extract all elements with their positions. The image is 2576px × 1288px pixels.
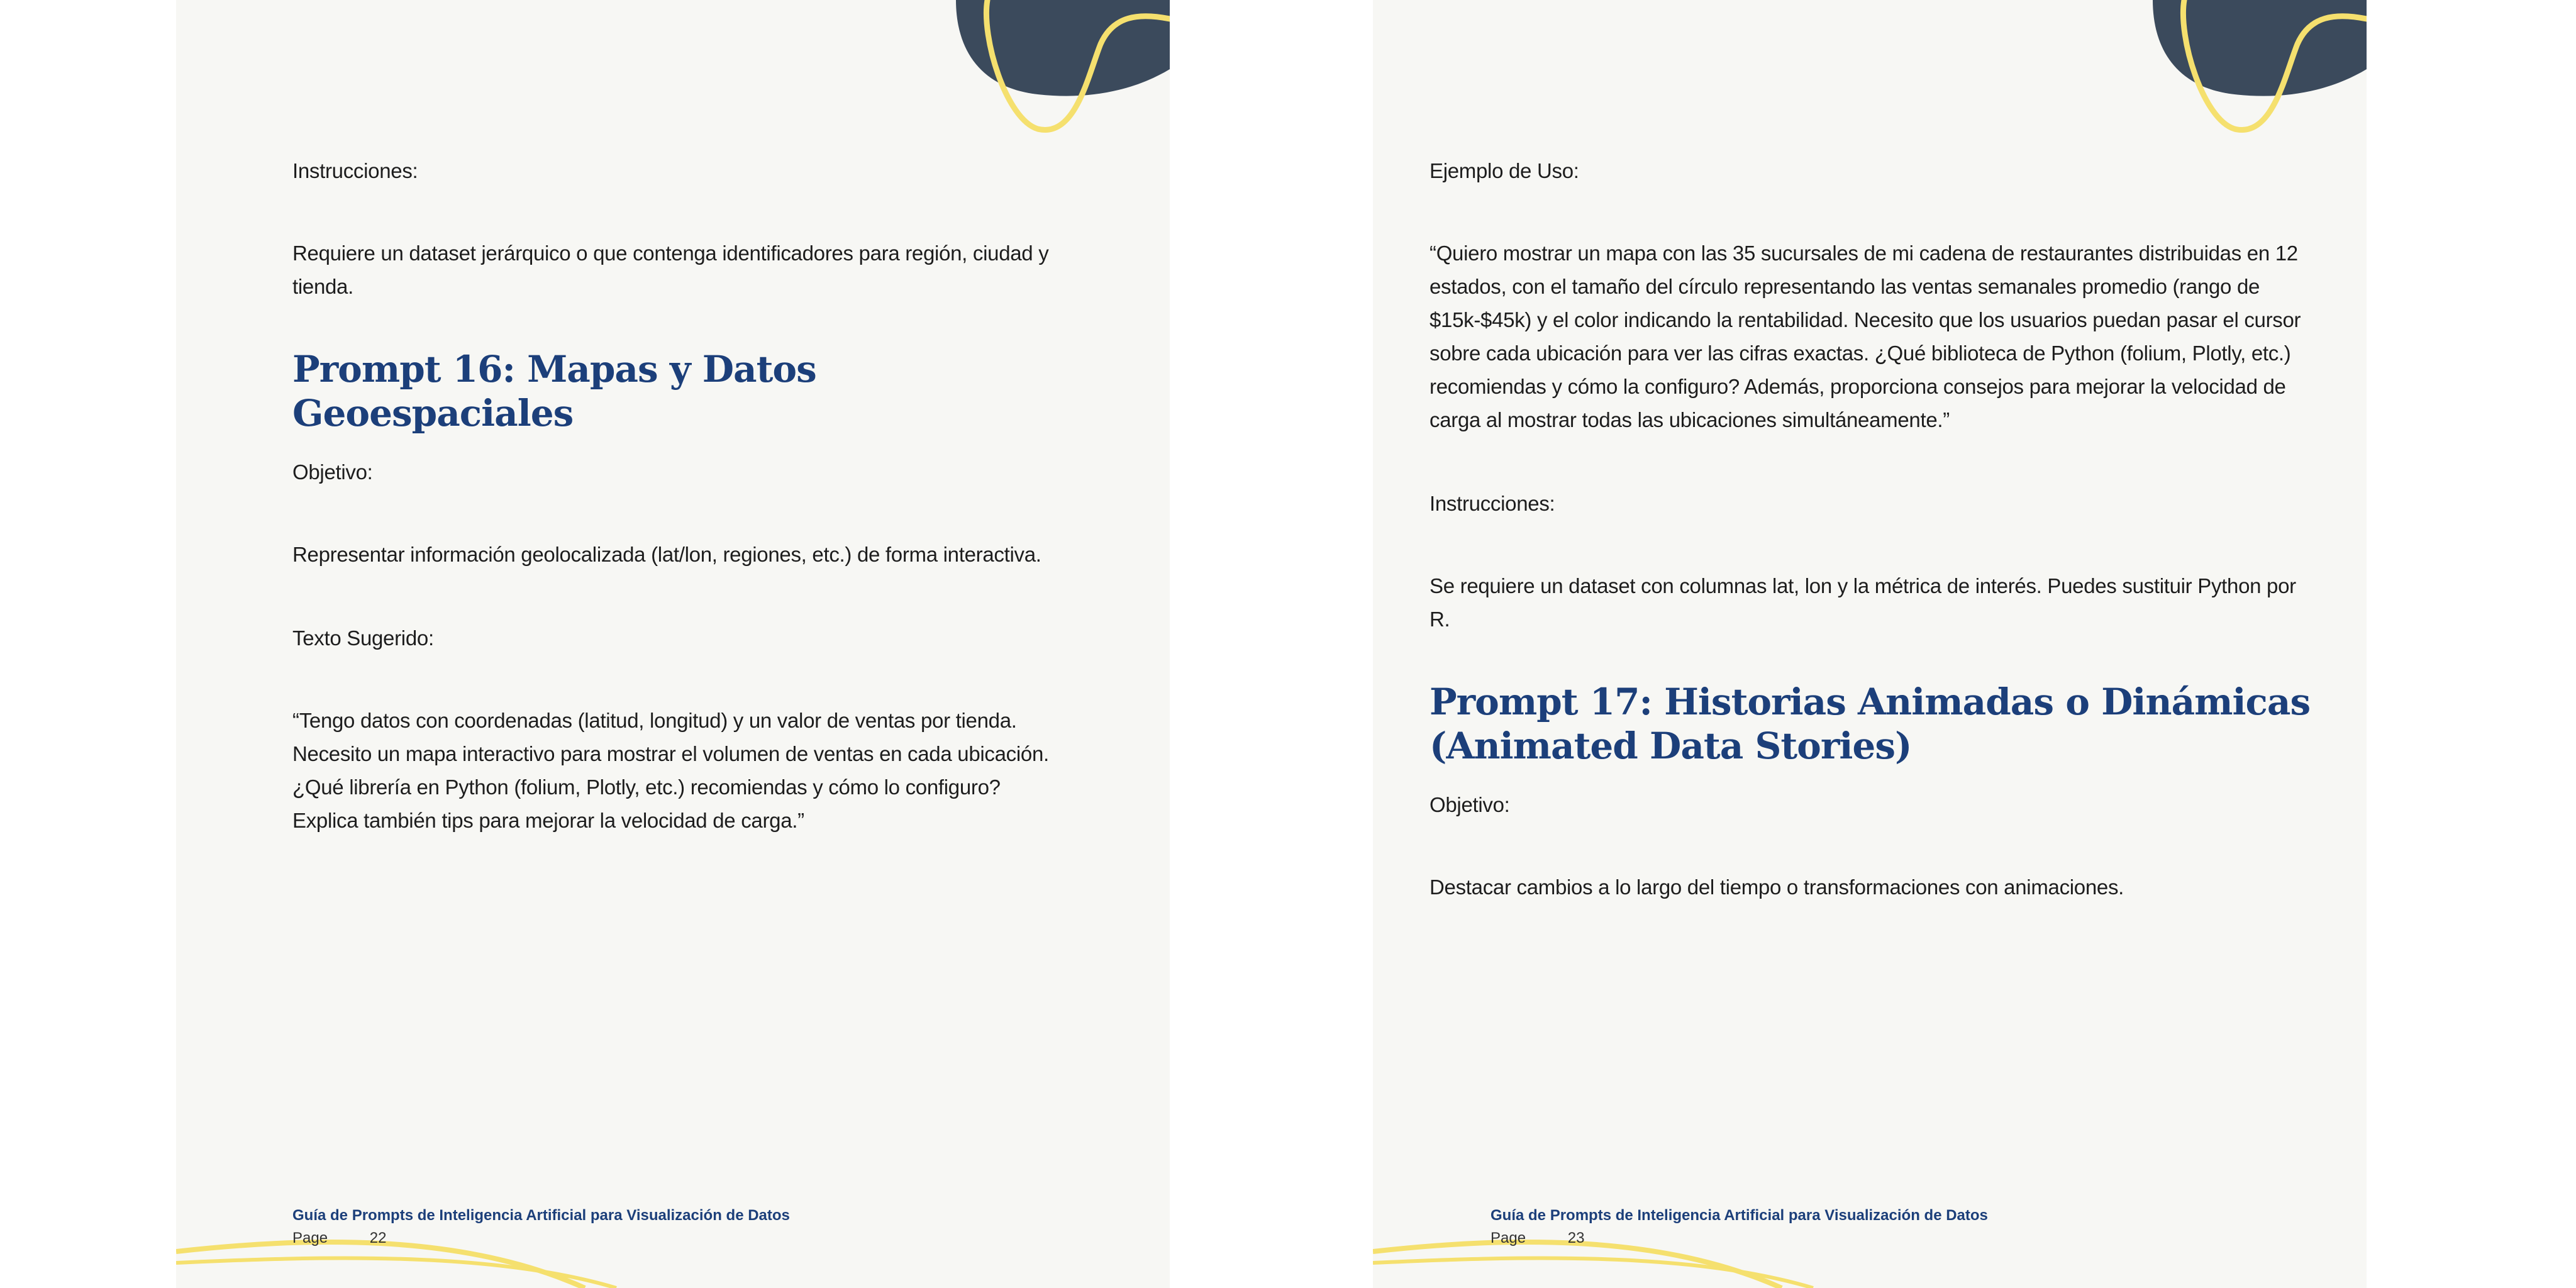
instructions-text: Se requiere un dataset con columnas lat, lon y la métrica de interés. Puedes sustituir Python por R. <box>1430 574 2296 631</box>
instructions-label: Instrucciones: <box>1430 492 1555 515</box>
footer-title: Guía de Prompts de Inteligencia Artificial para Visualización de Datos <box>292 1207 790 1224</box>
page-number: 22 <box>369 1230 387 1246</box>
footer-title: Guía de Prompts de Inteligencia Artificial para Visualización de Datos <box>1491 1207 1988 1224</box>
prompt-16-heading: Prompt 16: Mapas y Datos Geoespaciales <box>292 348 816 435</box>
page-content <box>1430 154 2316 954</box>
page-23 <box>1373 0 2367 1288</box>
page-22 <box>176 0 1170 1288</box>
page-footer <box>1491 1204 1988 1249</box>
footer-page-number <box>1491 1228 1988 1249</box>
objective-label: Objetivo: <box>292 460 373 484</box>
page-footer <box>292 1204 790 1249</box>
objective-text: Destacar cambios a lo largo del tiempo o transformaciones con animaciones. <box>1430 875 2124 899</box>
footer-page-number <box>292 1228 790 1249</box>
page-content <box>292 154 1057 887</box>
instructions-text: Requiere un dataset jerárquico o que contenga identificadores para región, ciudad y tienda. <box>292 242 1049 298</box>
prompt-17-heading: Prompt 17: Historias Animadas o Dinámicas (Animated Data Stories) <box>1430 680 2311 767</box>
instructions-label: Instrucciones: <box>292 159 418 182</box>
decorative-blob-icon <box>931 0 1170 135</box>
page-label: Page <box>292 1230 328 1246</box>
page-label: Page <box>1491 1230 1526 1246</box>
suggested-text-label: Texto Sugerido: <box>292 626 434 650</box>
usage-example-label: Ejemplo de Uso: <box>1430 159 1579 182</box>
page-number: 23 <box>1567 1230 1585 1246</box>
decorative-blob-icon <box>2128 0 2367 135</box>
objective-text: Representar información geolocalizada (lat/lon, regiones, etc.) de forma interactiva. <box>292 543 1041 566</box>
suggested-text: “Tengo datos con coordenadas (latitud, longitud) y un valor de ventas por tienda. Necesito un mapa interactivo para mostrar el volumen de ventas en cada ubicación. ¿Qué librería en Python (folium, Plotly, etc.) recomiendas y cómo lo configuro? Explica también tips para mejorar la velocidad de carga.” <box>292 709 1049 832</box>
usage-example-text: “Quiero mostrar un mapa con las 35 sucursales de mi cadena de restaurantes distribuidas en 12 estados, con el tamaño del círculo representando las ventas semanales promedio (rango de $15k-$45k) y el color indicando la rentabilidad. Necesito que los usuarios puedan pasar el cursor sobre cada ubicación para ver las cifras exactas. ¿Qué biblioteca de Python (folium, Plotly, etc.) recomiendas y cómo la configuro? Además, proporciona consejos para mejorar la velocidad de carga al mostrar todas las ubicaciones simultáneamente.” <box>1430 242 2301 431</box>
objective-label: Objetivo: <box>1430 793 1510 816</box>
